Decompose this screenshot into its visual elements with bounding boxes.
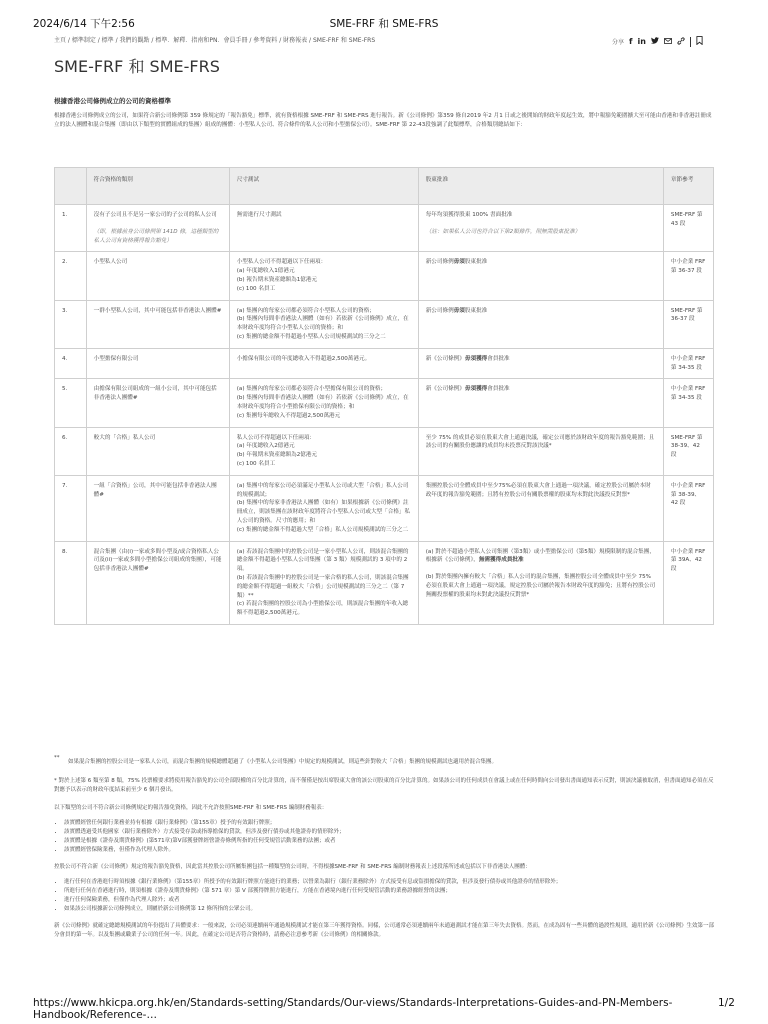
approval-prefix: 新公司條例 [425,307,454,314]
linkedin-icon[interactable]: in [637,37,646,46]
approval-emphasis: 毋須獲得 [464,355,488,362]
approval-text [426,385,656,394]
table-row [55,300,714,348]
size-test-cell: 無需進行尺寸測試 [229,205,418,252]
excluded-intro: 以下類型的公司不符合新公司條例規定的報告豁免資格，因此不允許按照SME-FRF 和 SME-FRS 編制財務報表： [54,805,328,811]
list-item: • 進行任何在香港進行時須根據《銀行業條例》（第155章）所授予的有效銀行牌照方能進行的業務；以營業為銀行（銀行業務除外）方式接受有息或盜損擔保的貸款，但涉及發行債券或其他證券的情形除外； [64,878,714,887]
category-cell [86,541,229,624]
table-row [55,205,714,252]
print-header [0,0,768,30]
share-bar [612,36,703,47]
category-cell [86,300,229,348]
category-text: 一群小型私人公司，其中可能包括非香港法人團體# [93,307,222,314]
list-item: • 該實體經營保險業務，但僅作為代理人除外。 [64,846,714,855]
approval-suffix: 會員批准 [487,386,510,393]
list-item: • 該實體經營任何銀行業務並持有根據《銀行業條例》（第155章）授予的有效銀行牌照； [64,819,714,828]
approval-emphasis: 毋須 [453,259,465,266]
closing-paragraph: 新《公司條例》就確定總總規模測試的年份提出了具體要求：一般來說，公司必須連續兩年通過規模測試才能在第三年獲得資格。同樣，公司通常必須連續兩年未通過測試才能在第三年失去資格。然而，在成為固有一些具體的過渡性規則，適用於新《公司條例》生效第一部分會員的第一年。以及集團或職業子公司的任何一年。因此，在確定公司是否符合資格時，請務必注意參考新《公司條例》的相關條款。 [54,923,715,938]
excluded-list [54,819,714,855]
category-cell [86,348,229,379]
category-cell [86,475,229,541]
row-number: 4. [55,348,87,379]
print-footer-url: https://www.hkicpa.org.hk/en/Standards-setting/Standards/Our-views/Standards-Interpretations-Guides-and-PN-Members-Handbook/Reference-… [33,997,673,1021]
category-note: （即，根據前身公司條例第 141D 條，這種類型的私人公司有資格獲得報告豁免） [93,228,219,244]
print-title: SME-FRF 和 SME-FRS [329,18,439,30]
approval-prefix: 新《公司條例》 [425,386,465,393]
approval-text [426,307,656,316]
category-text: 小型私人公司 [93,259,128,266]
facebook-icon[interactable]: f [629,37,633,46]
approval-cell [418,300,663,348]
approval-cell [418,205,663,252]
reference-cell: SME-FRF 第 38-39、42 段 [663,427,713,475]
approval-cell [418,427,663,475]
category-text: 一組「合資格」公司，其中可能包括非香港法人團體# [93,482,217,498]
reference-cell: 中小企業 FRF 第 38-39、42 段 [663,475,713,541]
table-row [55,348,714,379]
approval-a-emphasis: 無需獲得成員批准 [478,557,524,564]
category-text: 由擔保有限公司組成的一組小公司，其中可能包括非香港法人團體# [93,386,217,402]
approval-prefix: 新公司條例 [425,259,454,266]
size-test-cell: (a) 若該混合集團中的控股公司是一家小型私人公司，則該混合集團的總金額不得超過小型私人公司集團（第 3 類）規模測試的 3 項中的 2 項。 (b) 若該混合集團中的控股公司是一家合格的私人公司，則該混合集團的總金額不得超過一組較大「合格」公司規模測試的三分之二（第 7 類）** (c) 若混合集團的控股公司為小型擔保公司，則該混合集團的年收入總額不得超過2,500萬港元。 [229,541,418,624]
table-header-cell: 符合資格的類別 [86,168,229,205]
breadcrumb[interactable]: 主頁 / 標準制定 / 標準 / 我們的觀點 / 標準．解釋．指南和PN．會員手冊 / 參考資料 / 財務報表 / SME-FRF 和 SME-FRS [54,37,376,44]
approval-prefix: 新《公司條例》 [425,355,465,362]
table-header-row [55,168,714,205]
holding-list [54,878,714,914]
reference-cell: 中小企業 FRF 第 34-35 段 [663,348,713,379]
category-text: 較大的「合格」私人公司 [93,434,156,441]
reference-cell: 中小企業 FRF 第 36-37 段 [663,252,713,300]
bookmark-icon[interactable] [696,36,703,47]
size-test-cell: (a) 集團內的每家公司都必須符合小型擔保有限公司的資格； (b) 集團內每間非香港法人團體（如有）若依新《公司條例》成立，在本財政年度均符合小型擔保有限公司的資格；和 (c) 集團每年總收入不得超過2,500萬港元 [229,379,418,427]
row-number: 5. [55,379,87,427]
table-row [55,475,714,541]
approval-text: 集團控股公司全體成員中至少75%必須在股東大會上通過一項決議，確定控股公司屬於本財政年度的報告豁免範圍；且將有控股公司有關股票權的股東均未對此決議投反對票* [425,482,651,498]
footnotes [54,755,715,940]
approval-emphasis: 毋須獲得 [464,386,488,393]
reference-cell: SME-FRF 第 43 段 [663,205,713,252]
twitter-icon[interactable] [651,37,659,46]
reference-cell: 中小企業 FRF 第 34-35 段 [663,379,713,427]
approval-note: （註：如果私人公司也符合以下第2類條件，則無需股東批准） [425,228,581,235]
approval-suffix: 股東批准 [464,259,488,266]
table-header-cell: 股東批准 [418,168,663,205]
row-number: 8. [55,541,87,624]
approval-cell [418,475,663,541]
eligibility-table [54,167,714,625]
table-row [55,379,714,427]
list-item: • 所進行任何在香港進行時，則須根據《證券及期貨條例》（第 571 章）第 V 部獲得牌照方能進行，方能在香港境內進行任何受規管活動的業務證據經營的法團； [64,887,714,896]
approval-text-b: (b) 對於集團內擁有較大「合格」私人公司的混合集團，集團控股公司全體成員中至少 75% 必須在股東大會上通過一項決議，規定控股公司屬於報告本財政年度的豁免；且將有控股公司無關投票權的股東均未對此決議投反對票* [425,574,656,598]
list-item: • 該實體透過受其他國家（銀行業務除外）方式接受存款或指導擔保的貸款，但涉及發行債券或其他證券的情形除外； [64,828,714,837]
category-text: 小型擔保有限公司 [93,355,139,362]
approval-cell [418,348,663,379]
category-text: 混合集團（由(i)一家或多間小型及/或合資格私人公司及(ii)一家或多間小型擔保公司組成的集團），可能包括非香港法人團體# [93,548,222,573]
table-row [55,252,714,300]
print-footer-page: 1/2 [718,997,735,1009]
reference-cell: SME-FRF 第 36-37 段 [663,300,713,348]
approval-suffix: 股東批准 [464,307,488,314]
size-test-cell: 小擔保有限公司的年度總收入不得超過2,500萬港元。 [229,348,418,379]
approval-text-a [426,548,656,566]
approval-suffix: 會員批准 [487,355,510,362]
table-row [55,427,714,475]
size-test-cell: (a) 集團內的每家公司都必須符合小型私人公司的資格； (b) 集團內每間非香港法人團體（如有）若依新《公司條例》成立，在本財政年度均符合小型私人公司的資格；和 (c) 集團的總金額不得超過小型私人公司規模測試的三分之二 [229,300,418,348]
section-heading: 根據香港公司條例成立的公司的資格標準 [54,97,171,105]
approval-cell [418,252,663,300]
category-text: 沒有子公司且不是另一家公司的子公司的私人公司 [93,212,217,218]
double-star-mark: ** [54,755,60,761]
row-number: 7. [55,475,87,541]
approval-text: 每年均須獲得股東 100% 書面批准 [425,212,513,218]
row-number: 1. [55,205,87,252]
email-icon[interactable] [664,37,672,46]
size-test-cell: 私人公司不得超過以下任兩項： (a) 年度總收入2億港元 (b) 年報期末資產總額為2億港元 (c) 100 名員工 [229,427,418,475]
approval-text: 至少 75% 的成員必須在股東大會上通過決議，確定公司應於該財政年度的報告豁免範圍；且該公司的有關股份應讓的成員均未投票反對該決議* [425,434,655,450]
list-item: • 進行任何保險業務，但僅作為代理人除外；或者 [64,896,714,905]
approval-cell [418,541,663,624]
size-test-cell: (a) 集團中的每家公司必須滿足小型私人公司或大型「合格」私人公司的規模測試； (b) 集團中的每家非香港法人團體（如有）如果根據新《公司條例》註冊成立，則該集團在該財政年度將符合小型私人公司或大型「合格」私人公司的資格。尺寸的應用；和 (c) 集團的總金額不得超過大型「合格」私人公司規模測試的三分之二 [229,475,418,541]
category-cell [86,252,229,300]
share-label: 分享 [612,39,625,46]
link-icon[interactable] [677,37,685,47]
approval-text [426,258,656,267]
table-header-cell: 尺寸測試 [229,168,418,205]
row-number: 6. [55,427,87,475]
double-star-note [54,755,714,767]
page-title: SME-FRF 和 SME-FRS [54,57,220,76]
approval-cell [418,379,663,427]
list-item: • 該實體是根據《證券及期貨條例》(第571章)第V部獲發牌經營證券條例所指的任何受規管活動業務的法團；或者 [64,837,714,846]
row-number: 3. [55,300,87,348]
intro-paragraph: 根據香港公司條例成立的公司，如果符合新公司條例第 359 條規定的「報告豁免」標準，就有資格根據 SME-FRF 和 SME-FRS 進行報告。新《公司條例》第359 條自2019 年2 月1 日或之後開始的財政年度起生效，將中報豁免範圍擴大至可能由香港和非香港註冊成立的法人團體和混合集團（即由以下類型的實體組成的集團）組成的團體：小型私人公司、符合條件的私人公司和小型擔保公司）。SME-FRF 第 22-43段強調了此類標準，合格類別總結如下： [54,113,712,128]
size-test-cell: 小型私人公司不得超過以下任兩項： (a) 年度總收入1億港元 (b) 報告期末資產總額為1億港元 (c) 100 名員工 [229,252,418,300]
holding-intro: 控股公司不符合新《公司條例》規定的報告豁免資格，因此當其控股公司所屬集團包括一種類型的公司時，不得根據SME-FRF 和 SME-FRS 編制財務報表上述段落所述或包括以下非香港法人團體： [54,864,531,870]
row-number: 2. [55,252,87,300]
list-item: • 如果該公司根據新公司條例成立，則屬於新公司條例第 12 條所指的公眾公司。 [64,905,714,914]
divider [690,37,691,47]
table-header-cell: 章節參考 [663,168,713,205]
approval-emphasis: 毋須 [453,307,465,314]
table-row [55,541,714,624]
print-datetime: 2024/6/14 下午2:56 [33,18,135,30]
table-body [55,205,714,625]
star-note: * 對於上述第 6 類至第 8 類，75% 投票權要求將使用報告豁免的公司全部股權的百分比計算的，而不僅僅是按出席股東大會的該公司股東的百分比計算的。如果該公司的任何成員在會議上或在任何時間向公司發出書面通知表示反對，則該決議被取消，但書面通知必須在反對應予以表示的財政年度結束前至少 6 個月發出。 [54,778,714,793]
category-cell [86,205,229,252]
approval-text [426,355,656,364]
table-header-cell [55,168,87,205]
category-cell [86,379,229,427]
approval-a-prefix: (a) 對於不超過小型私人公司集團（第3類）或小型擔保公司（第5類）規模限制的混合集團，根據新《公司條例》， [425,548,655,564]
reference-cell: 中小企業 FRF 第 39A、42 段 [663,541,713,624]
double-star-text: 如果混合集團的控股公司是一家私人公司，而混合集團的規模總體超過了《小型私人公司集團》中規定的規模測試，則這些針對較大「合格」集團的規模測試也適用於混合集團。 [68,759,498,765]
category-cell [86,427,229,475]
